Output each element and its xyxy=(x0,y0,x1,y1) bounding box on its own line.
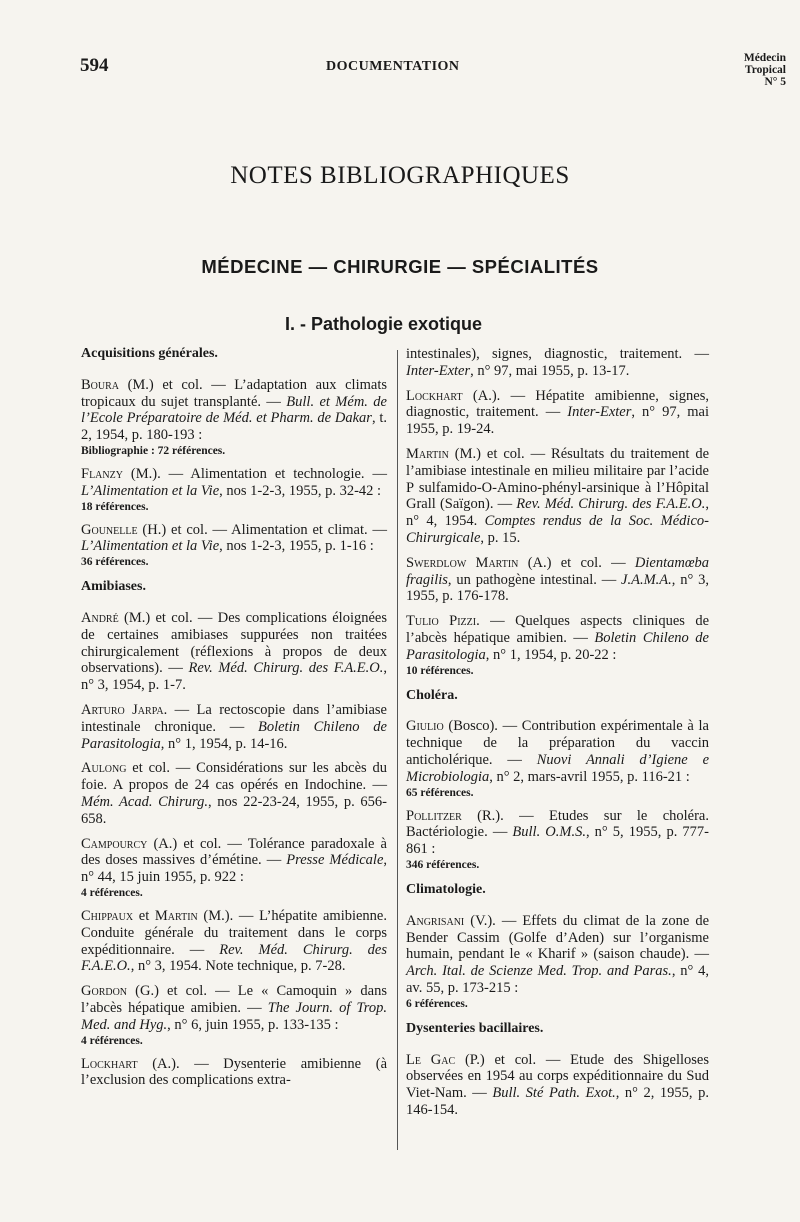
entry-tail: , nos 1-2-3, 1955, p. 32-42 : xyxy=(219,482,382,499)
entry-author: Lockhart xyxy=(81,1055,138,1072)
entry-author: Arturo Jarpa xyxy=(81,701,164,718)
entry-tail: , n° 44, 15 juin 1955, p. 922 : xyxy=(81,852,388,886)
entry-text: (M.). — L’hépatite amibienne. Conduite générale du traitement dans le corps expéditionnaire. — xyxy=(81,907,387,958)
entry-source: Arch. Ital. de Scienze Med. Trop. and Paras. xyxy=(406,963,672,980)
entry-source: Boletin Chileno de Parasitologia xyxy=(81,718,387,752)
entry-tail: , n° 2, 1955, p. 146-154. xyxy=(406,1085,709,1118)
entry-note: 346 références. xyxy=(406,858,480,871)
entry-author: Boura xyxy=(81,376,120,393)
entry-text: (M.). — Alimentation et technologie. — xyxy=(122,465,387,482)
bibliography-entry xyxy=(406,1052,709,1119)
entry-note: 6 références. xyxy=(406,997,468,1010)
journal-line: N° 5 xyxy=(764,76,786,88)
entry-tail: , n° 4, av. 55, p. 173-215 : xyxy=(406,963,709,996)
entry-text: (R.). — Etudes sur le choléra. Bactériologie. — xyxy=(406,807,709,841)
entry-tail: , n° 6, juin 1955, p. 133-135 : xyxy=(167,1016,339,1033)
entry-source: Dientamœba fragilis xyxy=(406,554,709,588)
entry-source: Mém. Acad. Chirurg. xyxy=(81,793,208,810)
entry-text: (A.). — Dysenterie amibienne (à l’exclusion des complications extra- xyxy=(81,1055,387,1089)
section-title: I. - Pathologie exotique xyxy=(285,314,483,334)
entry-source: Presse Médicale xyxy=(286,852,384,869)
entry-author: Gordon xyxy=(81,983,128,1000)
entry-source: J.A.M.A. xyxy=(621,571,672,588)
entry-text: (G.) et col. — Le « Camoquin » dans l’abcès hépatique amibien. — xyxy=(81,983,387,1016)
entry-author: André xyxy=(81,609,119,626)
entry-source: Nuovi Annali d’Igiene e Microbiologia xyxy=(406,751,710,785)
entry-tail: , n° 1, 1954, p. 14-16. xyxy=(160,735,288,752)
bibliography-entry xyxy=(81,1056,387,1090)
bibliography-entry xyxy=(81,702,387,752)
entry-source: L’Alimentation et la Vie xyxy=(81,482,220,499)
bibliography-entry xyxy=(81,522,387,570)
section-heading: Choléra. xyxy=(406,687,458,703)
bibliography-entry xyxy=(406,555,709,605)
entry-tail: , t. 2, 1954, p. 180-193 : xyxy=(81,410,388,444)
entry-source: Rev. Méd. Chirurg. des F.A.E.O. xyxy=(81,941,387,975)
left-column xyxy=(81,346,387,1097)
section-heading: Climatologie. xyxy=(406,881,486,897)
entry-source: Comptes rendus de la Soc. Médico-Chirurgicale xyxy=(406,513,709,546)
bibliography-entry xyxy=(406,613,709,677)
entry-tail: , n° 97, mai 1955, p. 13-17. xyxy=(470,362,630,379)
entry-note: 4 références. xyxy=(81,1034,143,1047)
bibliography-entry xyxy=(81,836,387,900)
bibliography-entry xyxy=(406,446,709,547)
section-heading: Amibiases. xyxy=(81,579,146,595)
entry-note: 4 références. xyxy=(81,886,143,899)
entry-tail: , un pathogène intestinal. — xyxy=(447,571,622,588)
entry-tail: , n° 4, 1954. xyxy=(406,496,709,530)
bibliography-entry xyxy=(406,388,709,438)
entry-source: The Journ. of Trop. Med. and Hyg. xyxy=(81,999,387,1033)
entry-tail: , p. 15. xyxy=(480,529,521,546)
entry-text: (M.) et col. — L’adaptation aux climats tropicaux du sujet transplanté. — xyxy=(81,376,387,410)
entry-text: . — Quelques aspects cliniques de l’abcès hépatique amibien. — xyxy=(406,613,710,646)
page-title: NOTES BIBLIOGRAPHIQUES xyxy=(230,162,570,189)
entry-tail: , n° 97, mai 1955, p. 19-24. xyxy=(406,404,709,438)
page-number: 594 xyxy=(80,55,109,76)
entry-note: 10 références. xyxy=(406,664,474,677)
entry-source: Bull. et Mém. de l’Ecole Préparatoire de Méd. et Pharm. de Dakar xyxy=(81,393,387,427)
entry-text: (H.) et col. — Alimentation et climat. — xyxy=(137,521,387,538)
entry-source: L’Alimentation et la Vie xyxy=(81,538,220,555)
entry-tail: , n° 2, mars-avril 1955, p. 116-21 : xyxy=(489,768,690,785)
section-heading: Acquisitions générales. xyxy=(81,346,218,361)
entry-text: (A.) et col. — xyxy=(518,554,635,571)
bibliography-entry xyxy=(81,983,387,1047)
entry-author: Swerdlow Martin xyxy=(406,554,519,571)
entry-author: Martin xyxy=(154,907,198,924)
entry-note: 18 références. xyxy=(81,500,149,513)
journal-label xyxy=(744,52,786,88)
entry-source: Bull. O.M.S. xyxy=(512,824,586,841)
bibliography-entry xyxy=(81,760,387,827)
entry-note: 65 références. xyxy=(406,786,474,799)
entry-author: Angrisani xyxy=(406,912,465,929)
entry-source: Boletin Chileno de Parasitologia xyxy=(406,629,709,663)
entry-author: Giulio xyxy=(406,718,444,735)
entry-source: Inter-Exter xyxy=(567,404,632,421)
entry-tail: , n° 3, 1954, p. 1-7. xyxy=(81,660,388,694)
entry-tail: , n° 3, 1954. Note technique, p. 7-28. xyxy=(130,958,346,975)
bibliography-entry xyxy=(406,808,709,872)
entry-author: Tulio Pizzi xyxy=(406,613,477,630)
entry-author: Aulong xyxy=(81,760,127,777)
bibliography-entry xyxy=(406,913,709,1011)
bibliography-entry xyxy=(81,908,387,975)
entry-author: Chippaux xyxy=(81,907,134,924)
entry-text: . — La rectoscopie dans l’amibiase intestinale chronique. — xyxy=(81,701,387,735)
entry-note: Bibliographie : 72 références. xyxy=(81,444,226,457)
bibliography-entry xyxy=(406,718,709,799)
page-subtitle: MÉDECINE — CHIRURGIE — SPÉCIALITÉS xyxy=(201,256,599,277)
right-column xyxy=(406,346,709,1127)
entry-tail: , n° 3, 1955, p. 176-178. xyxy=(406,571,709,605)
bibliography-entry-continued xyxy=(406,346,709,380)
entry-text: (A.). — Hépatite amibienne, signes, diagnostic, traitement. — xyxy=(406,387,709,421)
entry-author: Flanzy xyxy=(81,465,123,482)
entry-author: Campourcy xyxy=(81,835,148,852)
bibliography-entry xyxy=(81,377,387,458)
entry-text: et xyxy=(133,907,155,924)
journal-line: Tropical xyxy=(744,64,786,76)
journal-line: Médecin xyxy=(743,52,786,64)
entry-tail: , n° 5, 1955, p. 777-861 : xyxy=(406,824,709,858)
entry-source: Rev. Méd. Chirurg. des F.A.E.O. xyxy=(188,660,384,677)
entry-text: (M.) et col. — Des complications éloignées de certaines amibiases suppurées non traitées chirurgicalement (réflexions à propos de deux observations). — xyxy=(81,609,387,677)
entry-tail: , n° 1, 1954, p. 20-22 : xyxy=(485,646,617,663)
entry-author: Gounelle xyxy=(81,521,138,538)
entry-author: Le Gac xyxy=(406,1051,456,1068)
entry-text: (A.) et col. — Tolérance paradoxale à des doses massives d’émétine. — xyxy=(81,835,387,869)
entry-source: Rev. Méd. Chirurg. des F.A.E.O. xyxy=(516,496,706,513)
entry-author: Pollitzer xyxy=(406,807,462,824)
entry-text: (M.) et col. — Résultats du traitement de l’amibiase intestinale en milieu militaire par l’acide P sulfamido-O-Amino-phényl-arsinique à l’Hôpital Grall (Saïgon). — xyxy=(406,445,709,513)
section-heading: Dysenteries bacillaires. xyxy=(406,1020,544,1036)
entry-text: intestinales), signes, diagnostic, traitement. — xyxy=(406,346,709,362)
entry-tail: , nos 22-23-24, 1955, p. 656-658. xyxy=(81,793,387,827)
column-divider xyxy=(397,350,398,1150)
entry-tail: , nos 1-2-3, 1955, p. 1-16 : xyxy=(219,538,374,555)
entry-author: Lockhart xyxy=(406,387,463,404)
bibliography-entry xyxy=(81,610,387,694)
entry-author: Martin xyxy=(406,445,449,462)
running-title: DOCUMENTATION xyxy=(326,59,460,74)
bibliography-entry xyxy=(81,466,387,514)
entry-source: Inter-Exter xyxy=(406,362,471,379)
entry-note: 36 références. xyxy=(81,556,149,569)
entry-source: Bull. Sté Path. Exot. xyxy=(492,1085,616,1102)
entry-text: (Bosco). — Contribution expérimentale à la technique de la préparation du vaccin anticholérique. — xyxy=(406,718,709,768)
entry-text: et col. — Considérations sur les abcès du foie. A propos de 24 cas opérés en Indochine. — xyxy=(81,760,387,794)
entry-text: (P.) et col. — Etude des Shigelloses observées en 1954 au corps expéditionnaire du Sud Viet-Nam. — xyxy=(406,1051,709,1102)
entry-text: (V.). — Effets du climat de la zone de Bender Cassim (Golfe d’Aden) sur l’organisme humain, pendant le « Kharif » (saison chaude). — xyxy=(406,912,709,963)
